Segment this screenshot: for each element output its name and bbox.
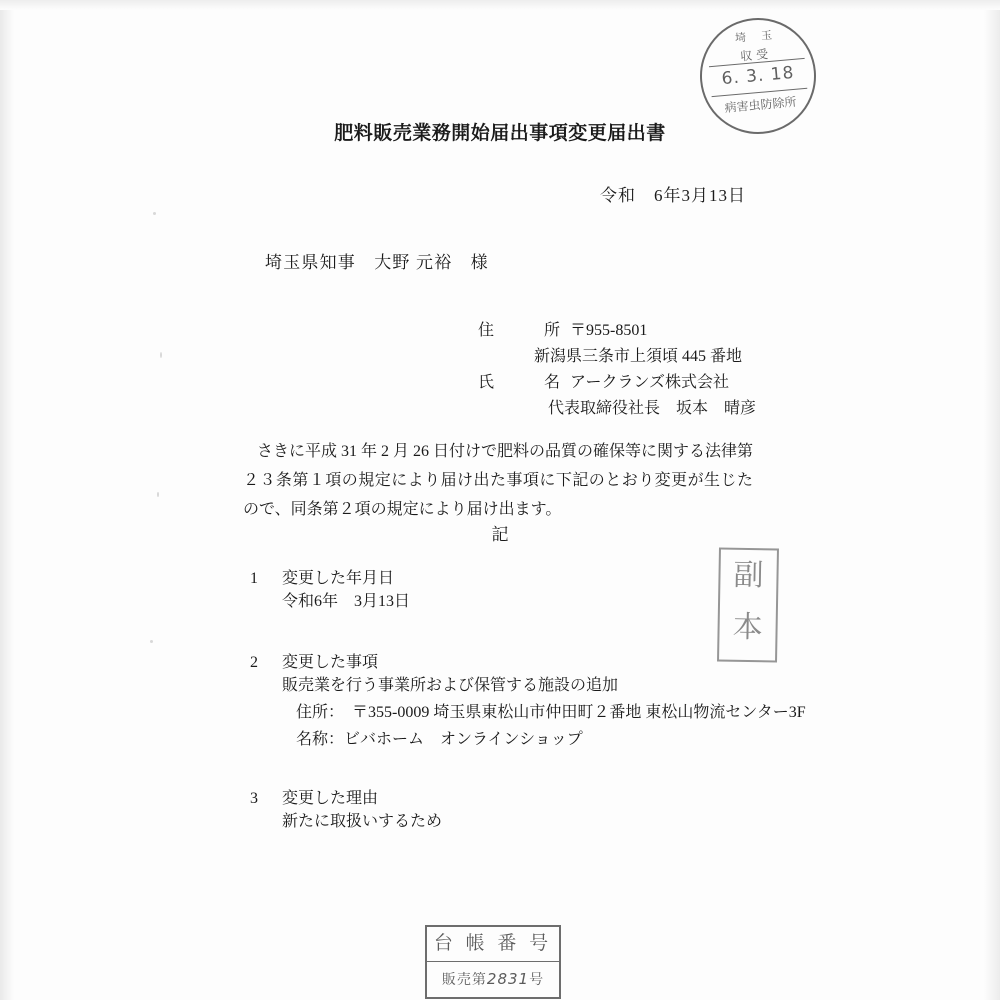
scan-edge-top bbox=[0, 0, 1000, 10]
sender-representative: 代表取締役社長 坂本 晴彦 bbox=[548, 400, 757, 417]
document-date: 令和 6年3月13日 bbox=[600, 186, 746, 205]
item-number: 2 bbox=[250, 654, 258, 671]
copy-stamp-char-2: 本 bbox=[732, 610, 763, 645]
ledger-stamp-prefix: 販売第 bbox=[441, 973, 487, 988]
scan-speckle bbox=[160, 352, 162, 358]
sender-address-label: 住 所 bbox=[478, 322, 567, 339]
ledger-stamp-suffix: 号 bbox=[529, 973, 545, 988]
body-paragraph-text: さきに平成 31 年 2 月 26 日付けで肥料の品質の確保等に関する法律第２３条第１項の規定により届け出た事項に下記のとおり変更が生じたので、同条第２項の規定により届け出ます。 bbox=[243, 443, 754, 518]
item-number: 3 bbox=[250, 790, 258, 807]
sender-company: アークランズ株式会社 bbox=[570, 374, 730, 391]
item-heading: 変更した年月日 bbox=[282, 570, 395, 587]
ledger-stamp-title: 台 帳 番 号 bbox=[427, 927, 559, 962]
sender-address-row bbox=[478, 318, 756, 344]
receipt-stamp-top-text: 埼 玉 bbox=[734, 28, 775, 45]
receipt-stamp-mid-text: 収受 bbox=[739, 46, 773, 64]
item-heading: 変更した事項 bbox=[282, 654, 379, 671]
ledger-stamp bbox=[425, 925, 561, 999]
copy-stamp-char-1: 副 bbox=[733, 558, 764, 593]
ledger-stamp-number-row bbox=[427, 962, 559, 996]
sender-address-line: 新潟県三条市上須頃 445 番地 bbox=[534, 348, 743, 365]
document-title: 肥料販売業務開始届出事項変更届出書 bbox=[334, 123, 666, 144]
item-line: 名称：ビバホーム オンラインショップ bbox=[296, 731, 583, 748]
list-item bbox=[250, 785, 870, 835]
list-item bbox=[250, 649, 870, 753]
copy-stamp bbox=[717, 547, 779, 662]
item-line: 住所： 〒355-0009 埼玉県東松山市仲田町２番地 東松山物流センター3F bbox=[296, 704, 806, 721]
receipt-stamp-date: 6. 3. 18 bbox=[720, 62, 796, 90]
sender-postal-code: 〒955-8501 bbox=[570, 322, 648, 339]
sender-name-label: 氏 名 bbox=[478, 374, 567, 391]
item-line: 新たに取扱いするため bbox=[282, 813, 443, 830]
scan-speckle bbox=[150, 640, 153, 643]
item-line: 令和6年 3月13日 bbox=[282, 593, 411, 610]
receipt-stamp-bottom-text: 病害虫防除所 bbox=[724, 94, 798, 116]
item-heading: 変更した理由 bbox=[282, 790, 379, 807]
item-heading-row bbox=[250, 785, 870, 808]
scan-edge-left bbox=[0, 0, 14, 1000]
sender-block bbox=[478, 318, 756, 422]
scan-speckle bbox=[157, 492, 159, 497]
body-paragraph bbox=[243, 437, 753, 524]
sender-name-row bbox=[478, 370, 756, 396]
ledger-stamp-number: 2831 bbox=[486, 970, 530, 988]
scan-edge-right bbox=[984, 0, 1000, 1000]
scan-speckle bbox=[153, 212, 156, 215]
item-number: 1 bbox=[250, 570, 258, 587]
item-line: 販売業を行う事業所および保管する施設の追加 bbox=[282, 677, 619, 694]
addressee: 埼玉県知事 大野 元裕 様 bbox=[265, 253, 489, 272]
ki-mark: 記 bbox=[491, 525, 509, 544]
